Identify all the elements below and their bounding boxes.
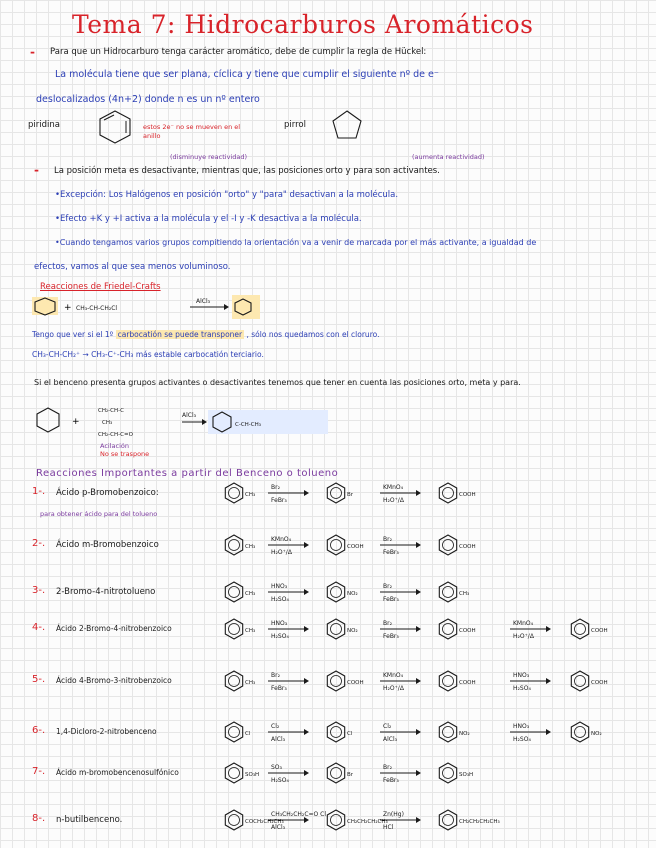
benzene-ring-icon: [439, 810, 456, 830]
benzene-ring-icon: [327, 582, 344, 602]
reaction-scheme: [220, 803, 652, 837]
aromatic-circle-icon: [575, 676, 586, 687]
arrow-head-icon: [416, 729, 421, 735]
note-ring-electrons: estos 2e⁻ no se mueven en el anillo: [143, 123, 241, 140]
orientation-line-1: La posición meta es desactivante, mientras que, las posiciones orto y para son activantes.: [54, 166, 440, 176]
reagent-bottom: H₂O⁺/Δ: [513, 633, 534, 640]
reagent-top: KMnO₄: [513, 620, 534, 627]
substituent-label: SO₃H: [245, 772, 260, 778]
reagent-bottom: H₂SO₄: [271, 777, 289, 784]
acyl-note-1: Acilación: [100, 442, 129, 450]
reagent-bottom: H₂O⁺/Δ: [271, 549, 292, 556]
benzene-ring-icon: [225, 763, 242, 783]
aromatic-circle-icon: [229, 540, 240, 551]
note-disminuye: (disminuye reactividad): [170, 153, 248, 161]
arrow-head-icon: [546, 626, 551, 632]
aromatic-circle-icon: [229, 815, 240, 826]
substituent-label: NO₂: [347, 591, 358, 597]
benzene-ring-icon: [225, 483, 242, 503]
reaction-scheme: [220, 664, 652, 698]
reagent-top: HNO₃: [513, 723, 530, 730]
svg-text:+: +: [72, 417, 80, 427]
pyrrole-ring-icon: [330, 108, 364, 142]
benzene-ring-icon: [327, 722, 344, 742]
reaction-scheme: [220, 528, 652, 562]
reagent-bottom: AlCl₃: [271, 736, 286, 743]
reaction-scheme: [220, 612, 652, 646]
substituent-label: COCH₂CH₂CH₃: [245, 819, 284, 825]
aromatic-circle-icon: [229, 768, 240, 779]
reagent-top: Br₂: [383, 764, 392, 771]
substituent-label: CH₂CH₂CH₂CH₃: [347, 819, 388, 825]
note-part-c: , sólo nos quedamos con el cloruro.: [246, 330, 380, 339]
benzene-ring-icon: [439, 763, 456, 783]
aromatic-circle-icon: [229, 488, 240, 499]
arrow-head-icon: [416, 589, 421, 595]
aromatic-circle-icon: [229, 727, 240, 738]
reaction-name: Ácido m-Bromobenzoico: [56, 540, 159, 550]
intro-line-2: La molécula tiene que ser plana, cíclica y tiene que cumplir el siguiente nº de e⁻: [55, 69, 439, 80]
bullet-dash: -: [30, 45, 35, 59]
acylation-scheme: [32, 398, 352, 460]
aromatic-circle-icon: [331, 540, 342, 551]
reaction-name: Ácido p-Bromobenzoico:: [56, 488, 159, 498]
reaction-name: Ácido 2-Bromo-4-nitrobenzoico: [56, 624, 172, 633]
substituent-label: Br: [347, 492, 354, 498]
friedel-note-1: [32, 330, 379, 339]
reaction-number: 3-.: [32, 585, 46, 596]
aromatic-circle-icon: [331, 768, 342, 779]
reaction-scheme: [220, 575, 652, 609]
benzene-ring-icon: [225, 582, 242, 602]
aromatic-circle-icon: [331, 624, 342, 635]
substituent-label: CH₃: [245, 492, 256, 498]
reagent-top: HNO₃: [513, 672, 530, 679]
reaction-scheme: [220, 756, 652, 790]
orientation-bullet-3: •Cuando tengamos varios grupos compitiendo la orientación va a venir de marcada por el más activante, a igualdad de: [55, 238, 537, 247]
reaction-scheme: [220, 476, 652, 510]
substituent-label: CH₃: [245, 591, 256, 597]
reagent-top: KMnO₄: [271, 536, 292, 543]
arrow-head-icon: [304, 589, 309, 595]
svg-text:CH₂-CH-C=O: CH₂-CH-C=O: [98, 432, 133, 438]
arrow-head-icon: [304, 729, 309, 735]
reaction-name: Ácido 4-Bromo-3-nitrobenzoico: [56, 676, 172, 685]
aromatic-circle-icon: [443, 624, 454, 635]
aromatic-circle-icon: [443, 815, 454, 826]
arrow-head-icon: [546, 729, 551, 735]
reagent-bottom: FeBr₃: [271, 685, 287, 692]
aromatic-circle-icon: [443, 676, 454, 687]
aromatic-circle-icon: [443, 540, 454, 551]
arrow-head-icon: [304, 678, 309, 684]
benzene-ring-icon: [439, 535, 456, 555]
aromatic-circle-icon: [331, 587, 342, 598]
benzene-ring-icon: [225, 619, 242, 639]
arrow-head-icon: [304, 770, 309, 776]
acyl-catalyst: AlCl₃: [182, 412, 197, 419]
reaction-number: 4-.: [32, 622, 46, 633]
reaction-name: 2-Bromo-4-nitrotolueno: [56, 587, 156, 597]
reagent-bottom: FeBr₃: [383, 549, 399, 556]
benzene-ring-icon: [327, 763, 344, 783]
substituent-label: COOH: [591, 628, 608, 634]
aromatic-circle-icon: [443, 727, 454, 738]
orientation-bullet-1: •Excepción: Los Halógenos en posición "orto" y "para" desactivan a la molécula.: [55, 190, 399, 200]
benzene-ring-icon: [327, 810, 344, 830]
arrow-head-icon: [416, 817, 421, 823]
page-title: Tema 7: Hidrocarburos Aromáticos: [72, 10, 534, 39]
substituent-label: Cl: [245, 731, 251, 737]
aromatic-circle-icon: [229, 624, 240, 635]
substituent-label: COOH: [347, 544, 364, 550]
reagent-bottom: AlCl₃: [383, 736, 398, 743]
substituent-label: COOH: [459, 680, 476, 686]
arrow-head-icon: [304, 626, 309, 632]
note-aumenta: (aumenta reactividad): [412, 153, 485, 161]
aromatic-circle-icon: [229, 676, 240, 687]
reagent-bottom: H₂SO₄: [513, 736, 531, 743]
reagent-top: Cl₂: [271, 723, 280, 730]
reagent-top: Br₂: [383, 620, 392, 627]
label-piridina: piridina: [28, 120, 60, 130]
svg-text:+: +: [64, 303, 72, 313]
reaction-name: n-butilbenceno.: [56, 815, 123, 825]
aromatic-circle-icon: [331, 815, 342, 826]
substituent-label: CH₃: [245, 628, 256, 634]
arrow-head-icon: [416, 490, 421, 496]
arrow-head-icon: [416, 626, 421, 632]
acyl-note-2: No se traspone: [100, 450, 150, 458]
intro-line-1: Para que un Hidrocarburo tenga carácter aromático, debe de cumplir la regla de Hückel:: [50, 47, 427, 57]
reagent-bottom: H₂SO₄: [271, 596, 289, 603]
aromatic-circle-icon: [331, 488, 342, 499]
substituent-label: NO₂: [459, 731, 470, 737]
substituent-label: NO₂: [591, 731, 602, 737]
svg-text:CH₂-CH-C: CH₂-CH-C: [98, 408, 124, 414]
aromatic-circle-icon: [331, 727, 342, 738]
aromatic-circle-icon: [443, 587, 454, 598]
note-part-a: Tengo que ver si el 1º: [32, 330, 114, 339]
benzene-ring-icon: [327, 483, 344, 503]
reagent-top: Br₂: [271, 484, 280, 491]
benzene-ring-icon: [225, 722, 242, 742]
reagent-top: Br₂: [383, 536, 392, 543]
reagent-bottom: H₂SO₄: [513, 685, 531, 692]
reagent-bottom: FeBr₃: [383, 633, 399, 640]
substituent-label: COOH: [347, 680, 364, 686]
aromatic-circle-icon: [229, 587, 240, 598]
orientation-bullet-2: •Efecto +K y +I activa a la molécula y el -I y -K desactiva a la molécula.: [55, 214, 362, 224]
reagent-top: HNO₃: [271, 620, 288, 627]
svg-text:C-CH-CH₃: C-CH-CH₃: [235, 422, 261, 428]
reaction-number: 5-.: [32, 674, 46, 685]
benzene-ring-icon: [439, 722, 456, 742]
friedel-heading: Reacciones de Friedel-Crafts: [40, 282, 161, 292]
reagent-bottom: HCl: [383, 824, 394, 831]
reaction-number: 7-.: [32, 766, 46, 777]
svg-text:CH₃: CH₃: [102, 420, 113, 426]
reagent-bottom: H₂O⁺/Δ: [383, 685, 404, 692]
reaction-number: 1-.: [32, 486, 46, 497]
friedel-reaction-scheme: [30, 293, 260, 323]
reagent-top: SO₃: [271, 764, 282, 771]
arrow-head-icon: [546, 678, 551, 684]
orientation-bullet-3b: efectos, vamos al que sea menos voluminoso.: [34, 262, 231, 272]
reagent-top: Cl₂: [383, 723, 392, 730]
arrow-head-icon: [416, 678, 421, 684]
substituent-label: COOH: [459, 492, 476, 498]
reagent-top: KMnO₄: [383, 672, 404, 679]
benzene-ring-icon: [439, 582, 456, 602]
aromatic-circle-icon: [443, 768, 454, 779]
aromatic-circle-icon: [331, 676, 342, 687]
arrow-head-icon: [304, 542, 309, 548]
label-pirrol: pirrol: [284, 120, 306, 130]
benzene-ring-icon: [571, 619, 588, 639]
friedel-reactant: CH₃-CH-CH₂Cl: [76, 305, 118, 312]
reagent-top: Br₂: [271, 672, 280, 679]
benzene-ring-icon: [571, 722, 588, 742]
benzene-ring-icon: [225, 810, 242, 830]
substituent-label: COOH: [459, 628, 476, 634]
friedel-note-2: CH₃-CH-CH₂⁺ → CH₃-C⁺-CH₃ más estable carbocatión terciario.: [32, 350, 264, 359]
friedel-catalyst: AlCl₃: [196, 298, 211, 305]
section-heading: Reacciones Importantes a partir del Benceno o tolueno: [36, 468, 339, 479]
arrow-head-icon: [416, 542, 421, 548]
arrow-head-icon: [304, 490, 309, 496]
benzene-ring-icon: [225, 671, 242, 691]
substituent-label: SO₃H: [459, 772, 474, 778]
substituent-label: CH₃: [459, 591, 470, 597]
aromatic-circle-icon: [575, 624, 586, 635]
benzene-ring-icon: [439, 671, 456, 691]
benzene-ring-icon: [327, 671, 344, 691]
substituent-label: Cl: [347, 731, 353, 737]
benzene-ring-icon: [439, 483, 456, 503]
reagent-bottom: H₂O⁺/Δ: [383, 497, 404, 504]
reagent-bottom: FeBr₃: [383, 596, 399, 603]
benzene-ring-icon: [571, 671, 588, 691]
benzene-ring-icon: [439, 619, 456, 639]
reaction-number: 8-.: [32, 813, 46, 824]
arrow-head-icon: [416, 770, 421, 776]
substituent-label: CH₃: [245, 544, 256, 550]
reaction-number: 6-.: [32, 725, 46, 736]
bullet-dash: -: [34, 163, 39, 177]
substituent-label: COOH: [459, 544, 476, 550]
reaction-number: 2-.: [32, 538, 46, 549]
aromatic-circle-icon: [443, 488, 454, 499]
benzene-ring-icon: [327, 535, 344, 555]
reagent-bottom: H₂SO₄: [271, 633, 289, 640]
intro-line-3: deslocalizados (4n+2) donde n es un nº entero: [36, 94, 260, 105]
substituent-label: NO₂: [347, 628, 358, 634]
substituent-label: Br: [347, 772, 354, 778]
reagent-bottom: FeBr₃: [271, 497, 287, 504]
substituent-label: CH₂CH₂CH₂CH₃: [459, 819, 500, 825]
aromatic-circle-icon: [575, 727, 586, 738]
benzene-ring-icon: [225, 535, 242, 555]
note-highlight: carbocatión se puede transponer: [117, 330, 243, 339]
pyridine-ring-icon: [95, 108, 135, 146]
reagent-bottom: FeBr₃: [383, 777, 399, 784]
reagent-top: KMnO₄: [383, 484, 404, 491]
friedel-note-3: Si el benceno presenta grupos activantes o desactivantes tenemos que tener en cuenta las posiciones orto, meta y para.: [34, 378, 521, 387]
reaction-note: para obtener ácido para del tolueno: [40, 510, 158, 518]
reaction-scheme: [220, 715, 652, 749]
substituent-label: CH₃: [245, 680, 256, 686]
reagent-top: Zn(Hg): [383, 811, 404, 818]
reagent-top: Br₂: [383, 583, 392, 590]
substituent-label: COOH: [591, 680, 608, 686]
reaction-name: 1,4-Dicloro-2-nitrobenceno: [56, 727, 157, 736]
reagent-bottom: AlCl₃: [271, 824, 286, 831]
reagent-top: CH₃CH₂CH₂C=O Cl: [271, 811, 327, 818]
reagent-top: HNO₃: [271, 583, 288, 590]
reaction-name: Ácido m-bromobencenosulfónico: [56, 768, 179, 777]
benzene-ring-icon: [327, 619, 344, 639]
